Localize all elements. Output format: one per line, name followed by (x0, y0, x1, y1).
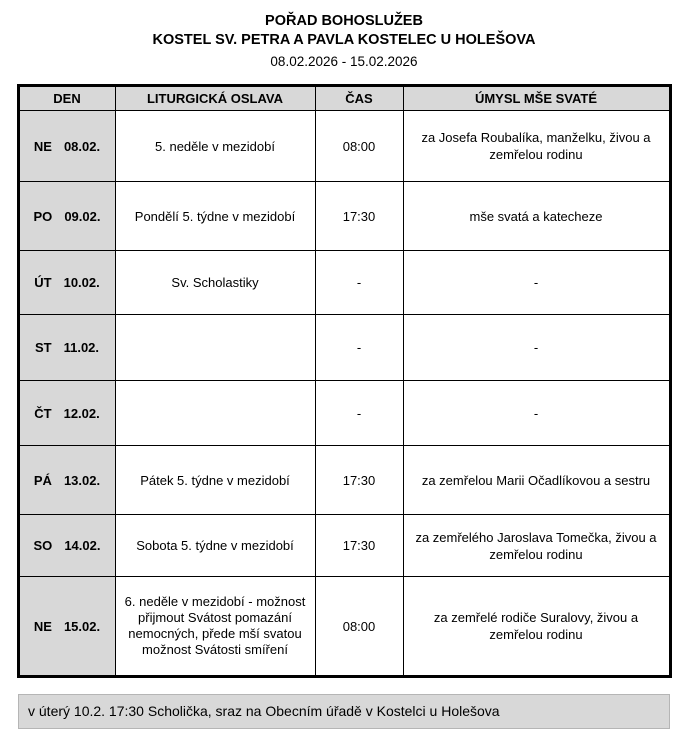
day-abbr: ÚT (34, 275, 52, 290)
page-title: POŘAD BOHOSLUŽEB (265, 13, 423, 29)
table-row (18, 381, 670, 446)
celebration-cell (115, 315, 315, 381)
day-date: 13.02. (63, 472, 101, 488)
time-cell: - (315, 315, 403, 381)
day-date: 12.02. (63, 405, 100, 421)
intention-cell: - (403, 315, 670, 381)
column-header-intention: ÚMYSL MŠE SVATÉ (403, 86, 670, 111)
time-cell: 17:30 (315, 515, 403, 577)
column-header-day: DEN (18, 86, 115, 111)
day-cell (18, 182, 115, 251)
day-date: 10.02. (63, 275, 100, 290)
table-row (18, 251, 670, 315)
intention-cell: - (403, 381, 670, 446)
day-abbr: PO (33, 208, 53, 224)
day-cell (18, 515, 115, 577)
intention-cell: za zemřelé rodiče Suralovy, živou a zemřelou rodinu (403, 577, 670, 677)
table-header-row (18, 86, 670, 111)
table-row (18, 515, 670, 577)
table-row (18, 182, 670, 251)
day-abbr: ST (34, 340, 52, 355)
day-abbr: NE (33, 138, 52, 154)
date-range: 08.02.2026 - 15.02.2026 (270, 54, 418, 69)
time-cell: 08:00 (315, 577, 403, 677)
day-cell (18, 111, 115, 182)
column-header-celebration: LITURGICKÁ OSLAVA (115, 86, 315, 111)
time-cell: 08:00 (315, 111, 403, 182)
celebration-cell: Pondělí 5. týdne v mezidobí (115, 182, 315, 251)
day-abbr: SO (33, 538, 53, 553)
table-row (18, 315, 670, 381)
day-cell (18, 251, 115, 315)
day-date: 14.02. (64, 538, 101, 553)
day-abbr: ČT (34, 405, 52, 421)
celebration-cell (115, 381, 315, 446)
intention-cell: mše svatá a katecheze (403, 182, 670, 251)
celebration-cell: 6. neděle v mezidobí - možnost přijmout Svátost pomazání nemocných, přede mší svatou možnost Svátosti smíření (115, 577, 315, 677)
day-date: 08.02. (63, 138, 101, 154)
time-cell: 17:30 (315, 182, 403, 251)
day-cell (18, 315, 115, 381)
footer-note: v úterý 10.2. 17:30 Scholička, sraz na Obecním úřadě v Kostelci u Holešova (18, 694, 670, 729)
time-cell: - (315, 381, 403, 446)
day-cell (18, 381, 115, 446)
table-row (18, 577, 670, 677)
table-row (18, 446, 670, 515)
day-abbr: NE (33, 618, 52, 634)
day-cell (18, 577, 115, 677)
day-date: 11.02. (63, 340, 100, 355)
time-cell: - (315, 251, 403, 315)
document-header (0, 0, 688, 71)
celebration-cell: Sv. Scholastiky (115, 251, 315, 315)
column-header-time: ČAS (315, 86, 403, 111)
intention-cell: - (403, 251, 670, 315)
schedule-table (17, 84, 672, 678)
day-abbr: PÁ (33, 472, 52, 488)
church-name: KOSTEL SV. PETRA A PAVLA KOSTELEC U HOLEŠOVA (152, 32, 536, 48)
day-date: 15.02. (63, 618, 101, 634)
intention-cell: za Josefa Roubalíka, manželku, živou a zemřelou rodinu (403, 111, 670, 182)
table-row (18, 111, 670, 182)
celebration-cell: Pátek 5. týdne v mezidobí (115, 446, 315, 515)
celebration-cell: 5. neděle v mezidobí (115, 111, 315, 182)
day-cell (18, 446, 115, 515)
time-cell: 17:30 (315, 446, 403, 515)
intention-cell: za zemřelého Jaroslava Tomečka, živou a zemřelou rodinu (403, 515, 670, 577)
day-date: 09.02. (64, 208, 101, 224)
celebration-cell: Sobota 5. týdne v mezidobí (115, 515, 315, 577)
intention-cell: za zemřelou Marii Očadlíkovou a sestru (403, 446, 670, 515)
